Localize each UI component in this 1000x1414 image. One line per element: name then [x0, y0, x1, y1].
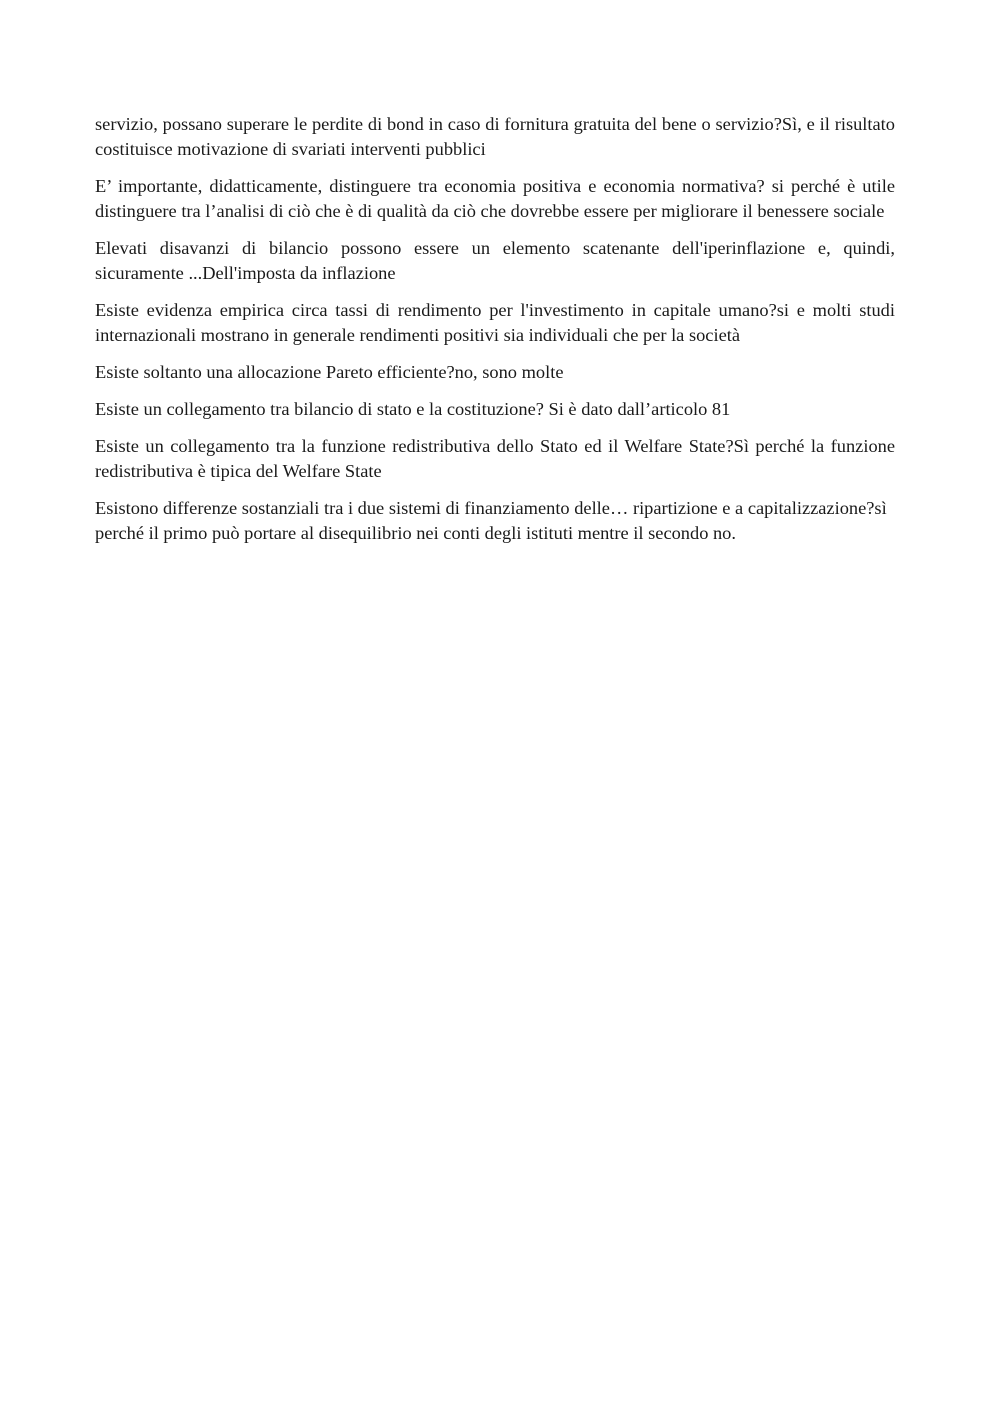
paragraph-capitale-umano: Esiste evidenza empirica circa tassi di rendimento per l'investimento in capitale umano?si e molti studi internazionali mostrano in generale rendimenti positivi sia individuali che per la società [95, 300, 895, 345]
paragraph-servizio: servizio, possano superare le perdite di bond in caso di fornitura gratuita del bene o servizio?Sì, e il risultato costituisce motivazione di svariati interventi pubblici [95, 114, 895, 159]
paragraph-economia-positiva: E’ importante, didatticamente, distinguere tra economia positiva e economia normativa? si perché è utile distinguere tra l’analisi di ciò che è di qualità da ciò che dovrebbe essere per migliorare il benessere sociale [95, 176, 895, 221]
paragraph-finanziamento: Esistono differenze sostanziali tra i due sistemi di finanziamento delle… ripartizione e a capitalizzazione?sì perché il primo può portare al disequilibrio nei conti degli istituti mentre il secondo no. [95, 498, 887, 543]
paragraph-pareto: Esiste soltanto una allocazione Pareto efficiente?no, sono molte [95, 362, 564, 382]
document-body [95, 112, 895, 558]
paragraph-welfare-state: Esiste un collegamento tra la funzione redistributiva dello Stato ed il Welfare State?Sì perché la funzione redistributiva è tipica del Welfare State [95, 436, 895, 481]
paragraph-disavanzi: Elevati disavanzi di bilancio possono essere un elemento scatenante dell'iperinflazione e, quindi, sicuramente ...Dell'imposta da inflazione [95, 238, 895, 283]
paragraph-costituzione: Esiste un collegamento tra bilancio di stato e la costituzione? Si è dato dall’articolo 81 [95, 399, 731, 419]
